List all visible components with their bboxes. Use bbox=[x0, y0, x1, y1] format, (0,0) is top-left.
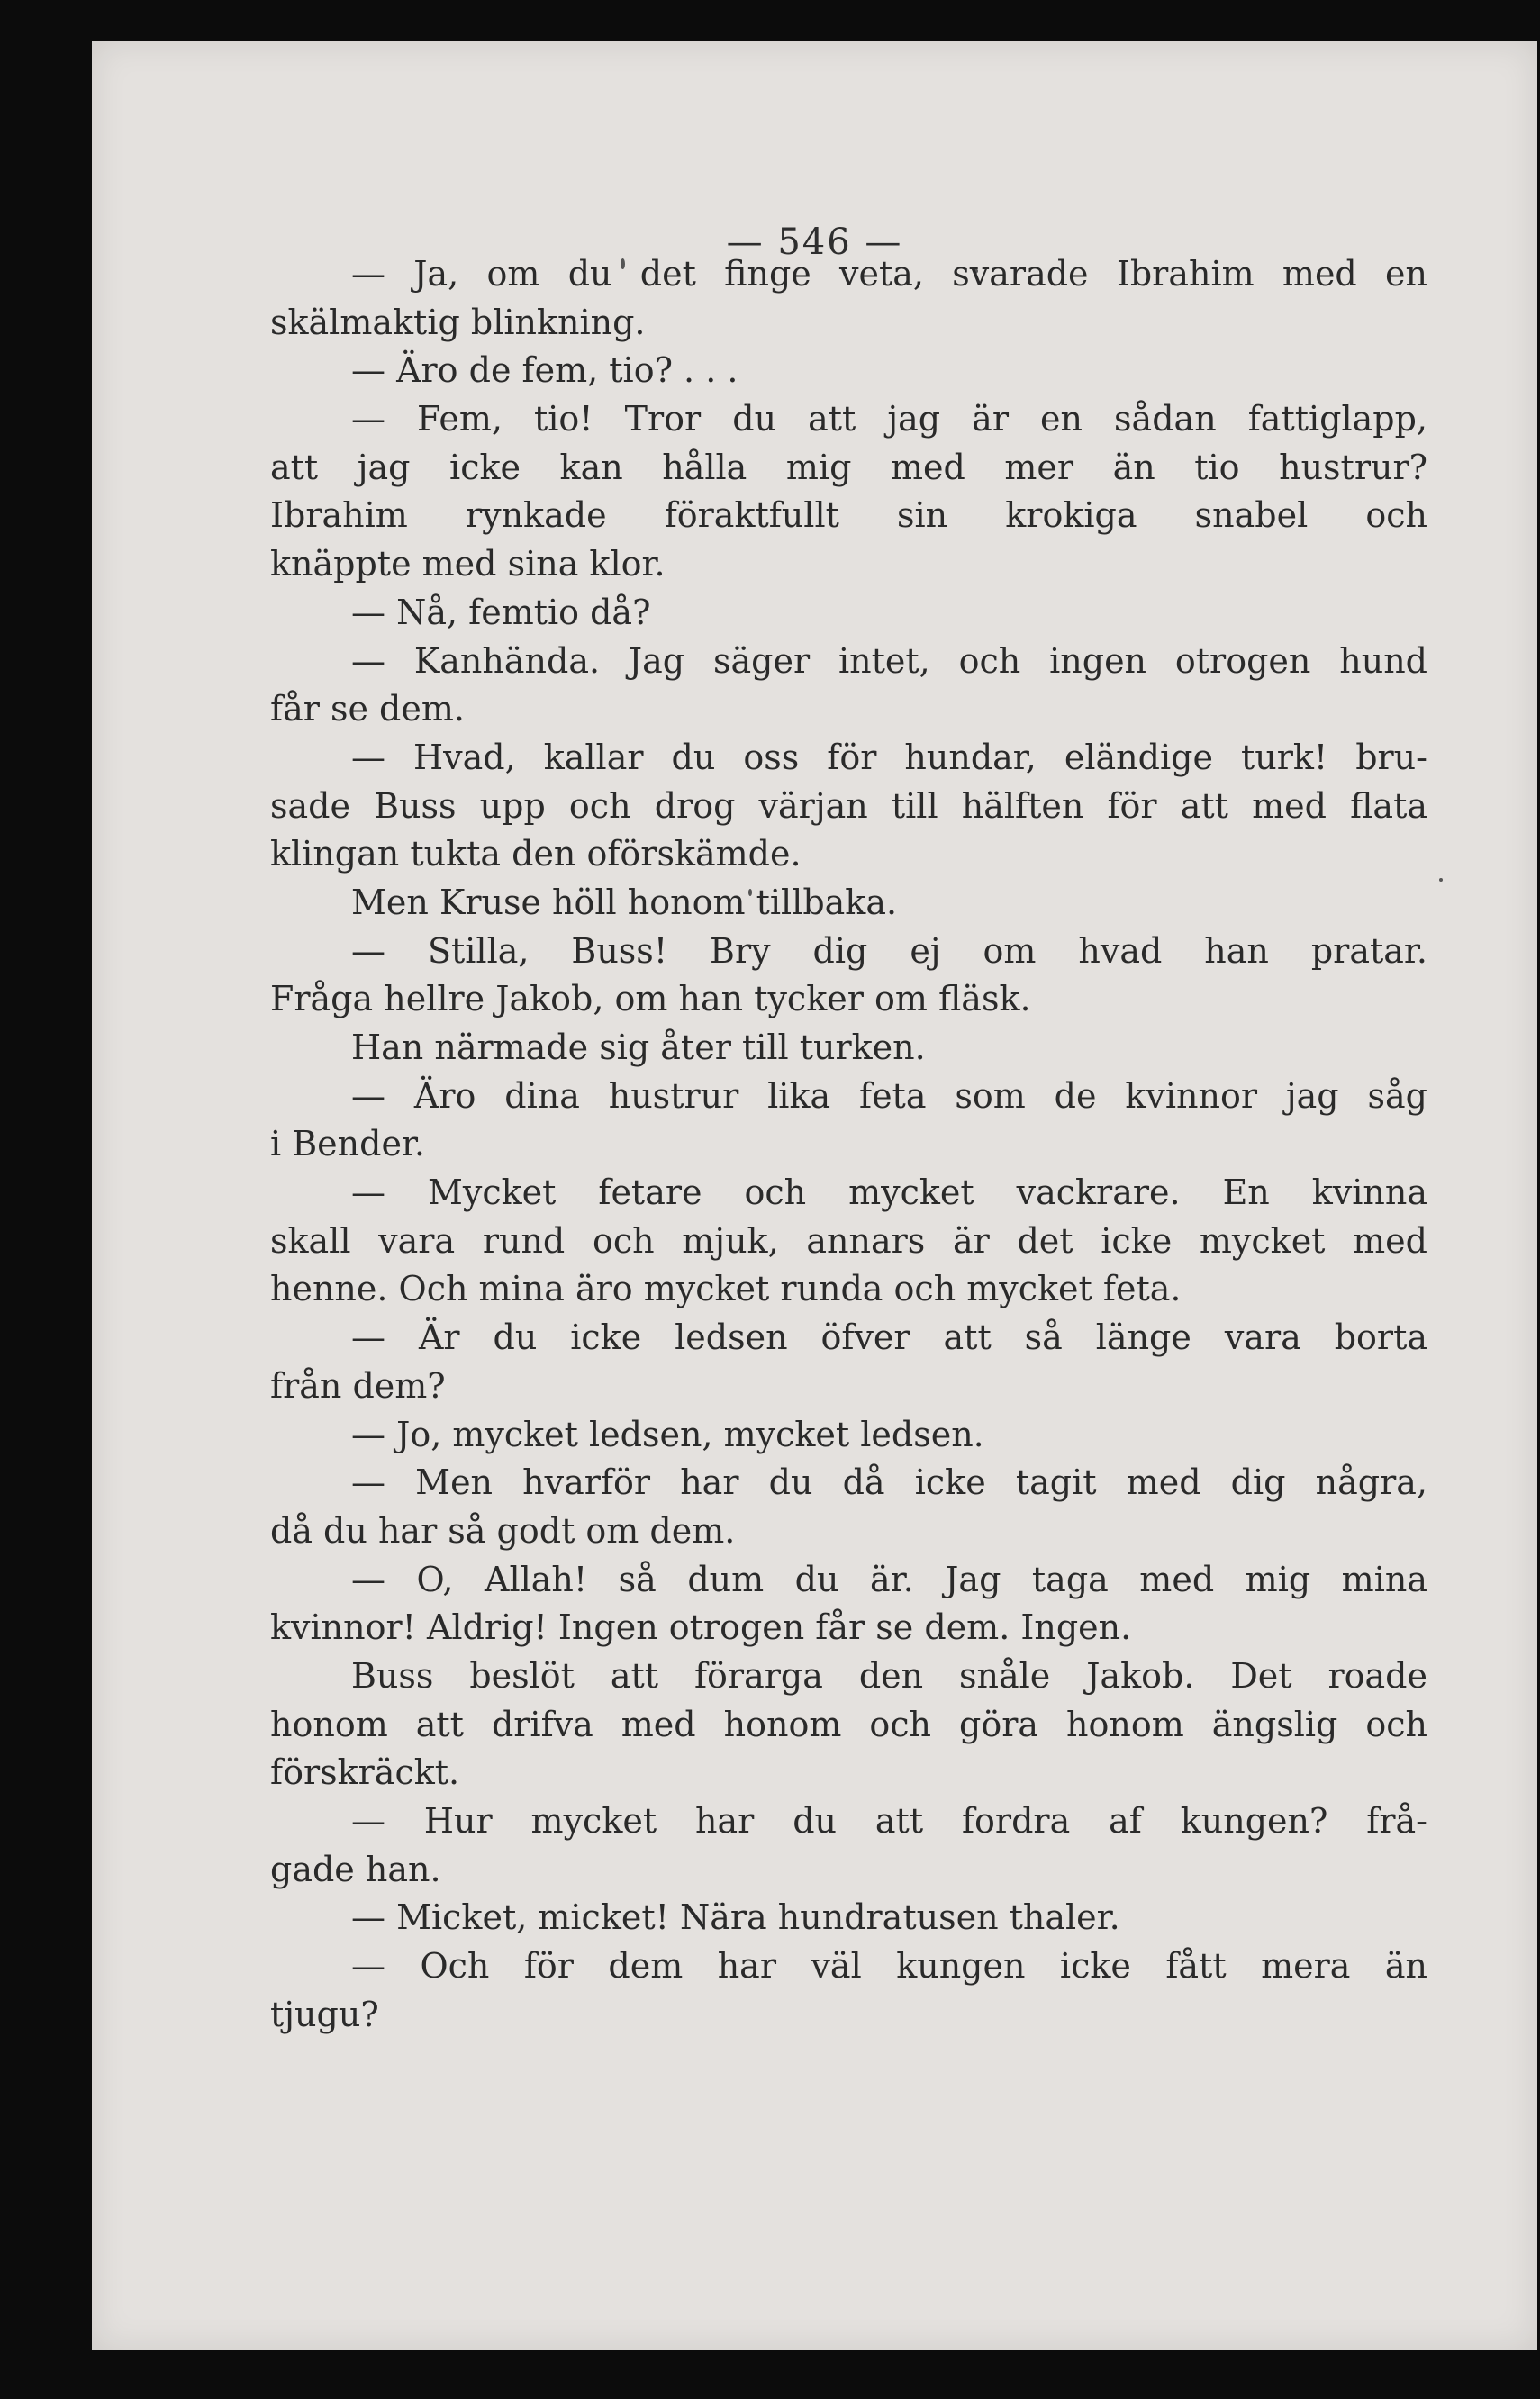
text-line: får se dem. bbox=[270, 689, 465, 729]
text-line: Fråga hellre Jakob, om han tycker om fläsk. bbox=[270, 979, 1031, 1019]
text-line: — Hur mycket har du att fordra af kungen? frå- bbox=[351, 1801, 1427, 1841]
page-number: — 546 — bbox=[726, 222, 903, 263]
text-line: Han närmade sig åter till turken. bbox=[351, 1027, 926, 1067]
text-line: knäppte med sina klor. bbox=[270, 544, 666, 584]
text-line: — Äro de fem, tio? . . . bbox=[351, 350, 738, 391]
text-line: — Men hvarför har du då icke tagit med dig några, bbox=[351, 1462, 1427, 1503]
text-line: tjugu? bbox=[270, 1994, 379, 2034]
text-line: att jag icke kan hålla mig med mer än tio hustrur? bbox=[270, 447, 1427, 487]
text-line: kvinnor! Aldrig! Ingen otrogen får se dem. Ingen. bbox=[270, 1607, 1132, 1648]
text-line: — Kanhända. Jag säger intet, och ingen otrogen hund bbox=[351, 640, 1427, 681]
text-line: från dem? bbox=[270, 1365, 446, 1406]
text-line: — Och för dem har väl kungen icke fått mera än bbox=[351, 1946, 1427, 1987]
text-line: henne. Och mina äro mycket runda och mycket feta. bbox=[270, 1269, 1182, 1309]
text-line: — Nå, femtio då? bbox=[351, 592, 651, 632]
text-line: Men Kruse höll honom tillbaka. bbox=[351, 882, 898, 922]
text-line: klingan tukta den oförskämde. bbox=[270, 834, 802, 874]
text-line: — Är du icke ledsen öfver att så länge vara borta bbox=[351, 1317, 1427, 1358]
text-line: i Bender. bbox=[270, 1124, 426, 1164]
text-line: då du har så godt om dem. bbox=[270, 1510, 736, 1551]
text-line: sade Buss upp och drog värjan till hälften för att med flata bbox=[270, 785, 1427, 826]
text-line: skälmaktig blinkning. bbox=[270, 302, 646, 342]
text-line: Ibrahim rynkade föraktfullt sin krokiga snabel och bbox=[270, 495, 1427, 536]
text-line: gade han. bbox=[270, 1849, 441, 1889]
text-line: Buss beslöt att förarga den snåle Jakob. Det roade bbox=[351, 1655, 1427, 1696]
text-line: — Jo, mycket ledsen, mycket ledsen. bbox=[351, 1414, 984, 1454]
text-line: — Stilla, Buss! Bry dig ej om hvad han pratar. bbox=[351, 930, 1427, 971]
text-line: — O, Allah! så dum du är. Jag taga med mig mina bbox=[351, 1559, 1427, 1599]
text-line: — Äro dina hustrur lika feta som de kvinnor jag såg bbox=[351, 1075, 1427, 1116]
text-line: honom att drifva med honom och göra honom ängslig och bbox=[270, 1704, 1427, 1744]
text-line: förskräckt. bbox=[270, 1752, 460, 1793]
text-line: — Micket, micket! Nära hundratusen thaler. bbox=[351, 1897, 1120, 1938]
text-line: — Fem, tio! Tror du att jag är en sådan fattiglapp, bbox=[351, 399, 1427, 439]
text-line: — Mycket fetare och mycket vackrare. En kvinna bbox=[351, 1172, 1427, 1213]
body-text bbox=[270, 250, 1427, 2039]
ink-speck bbox=[1439, 878, 1443, 882]
text-line: — Hvad, kallar du oss för hundar, eländige turk! bru- bbox=[351, 737, 1427, 777]
text-line: — Ja, om du det finge veta, svarade Ibrahim med en bbox=[351, 254, 1427, 294]
text-line: skall vara rund och mjuk, annars är det icke mycket med bbox=[270, 1220, 1427, 1261]
